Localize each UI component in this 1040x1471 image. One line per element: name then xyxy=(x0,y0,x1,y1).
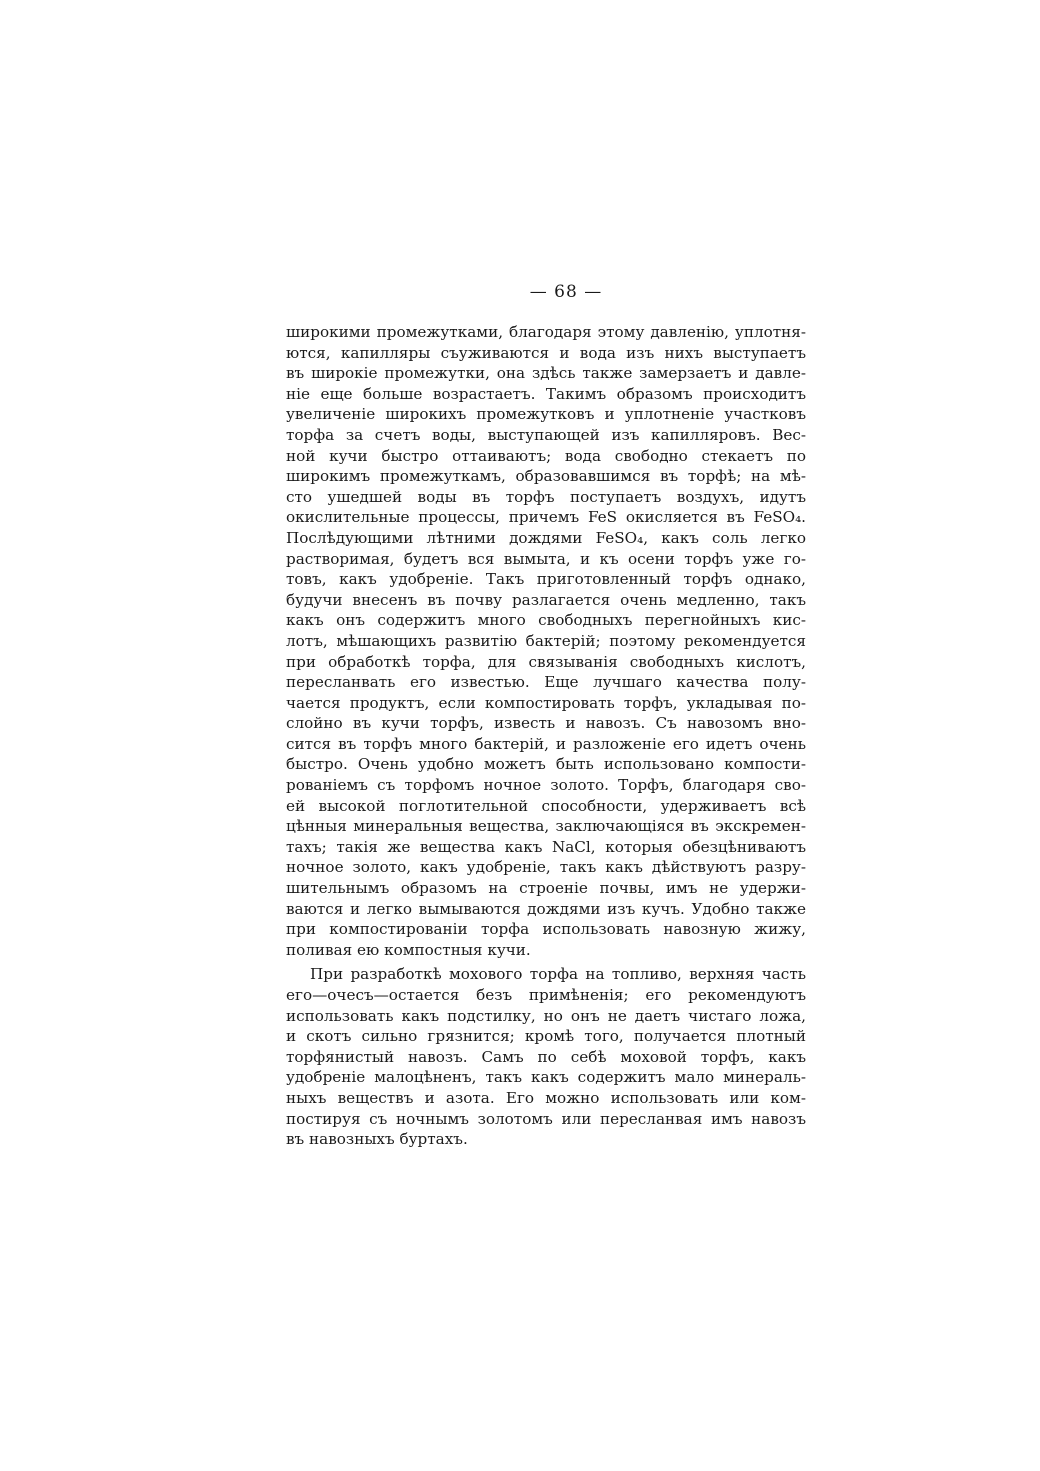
text-line: чается продуктъ, если компостировать торфъ, укладывая по- xyxy=(286,693,806,712)
text-line: въ широкіе промежутки, она здѣсь также замерзаетъ и давле- xyxy=(286,364,806,383)
text-line: использовать какъ подстилку, но онъ не даетъ чистаго ложа, xyxy=(286,1006,806,1025)
text-line: тахъ; такія же вещества какъ NaCl, которыя обезцѣниваютъ xyxy=(286,837,806,856)
text-line: быстро. Очень удобно можетъ быть использовано компости- xyxy=(286,755,806,774)
text-line: какъ онъ содержитъ много свободныхъ перегнойныхъ кис- xyxy=(286,611,806,630)
text-line: торфа за счетъ воды, выступающей изъ капилляровъ. Вес- xyxy=(286,425,806,444)
text-line: будучи внесенъ въ почву разлагается очень медленно, такъ xyxy=(286,590,806,609)
paragraph-1 xyxy=(286,322,806,960)
text-line: при компостированіи торфа использовать навозную жижу, xyxy=(286,920,806,939)
text-line: При разработкѣ мохового торфа на топливо, верхняя часть xyxy=(310,965,806,984)
text-line: ются, капилляры съуживаются и вода изъ нихъ выступаетъ xyxy=(286,343,806,362)
text-line: широкимъ промежуткамъ, образовавшимся въ торфѣ; на мѣ- xyxy=(286,467,806,486)
text-line: торфянистый навозъ. Самъ по себѣ моховой торфъ, какъ xyxy=(286,1047,806,1066)
text-line: окислительные процессы, причемъ FeS окисляется въ FeSO₄. xyxy=(286,508,806,527)
text-line: постируя съ ночнымъ золотомъ или пересланвая имъ навозъ xyxy=(286,1109,806,1128)
paragraph-2 xyxy=(286,964,806,1149)
text-line: шительнымъ образомъ на строеніе почвы, имъ не удержи- xyxy=(286,879,806,898)
text-line: рованіемъ съ торфомъ ночное золото. Торфъ, благодаря сво- xyxy=(286,776,806,795)
text-line: сится въ торфъ много бактерій, и разложеніе его идетъ очень xyxy=(286,734,806,753)
text-line: удобреніе малоцѣненъ, такъ какъ содержитъ мало минераль- xyxy=(286,1068,806,1087)
text-line: лотъ, мѣшающихъ развитію бактерій; поэтому рекомендуется xyxy=(286,631,806,650)
text-line: ныхъ веществъ и азота. Его можно использовать или ком- xyxy=(286,1088,806,1107)
text-line: при обработкѣ торфа, для связыванія свободныхъ кислотъ, xyxy=(286,652,806,671)
text-line: ваются и легко вымываются дождями изъ кучъ. Удобно также xyxy=(286,899,806,918)
text-line: ей высокой поглотительной способности, удерживаетъ всѣ xyxy=(286,796,806,815)
text-line: широкими промежутками, благодаря этому давленію, уплотня- xyxy=(286,323,806,341)
text-line: ніе еще больше возрастаетъ. Такимъ образомъ происходитъ xyxy=(286,384,806,403)
text-line: сто ушедшей воды въ торфъ поступаетъ воздухъ, идутъ xyxy=(286,487,806,506)
text-line: растворимая, будетъ вся вымыта, и къ осени торфъ уже го- xyxy=(286,549,806,568)
text-line: пересланвать его известью. Еще лучшаго качества полу- xyxy=(286,673,806,692)
text-line: ной кучи быстро оттаиваютъ; вода свободно стекаетъ по xyxy=(286,446,806,465)
text-line: въ навозныхъ буртахъ. xyxy=(286,1130,468,1149)
text-line: цѣнныя минеральныя вещества, заключающіяся въ экскремен- xyxy=(286,817,806,836)
text-line: Послѣдующими лѣтними дождями FeSO₄, какъ соль легко xyxy=(286,528,806,547)
text-line: поливая ею компостныя кучи. xyxy=(286,940,531,959)
text-line: слойно въ кучи торфъ, известь и навозъ. Съ навозомъ вно- xyxy=(286,714,806,733)
text-line: его—очесъ—остается безъ примѣненія; его рекомендуютъ xyxy=(286,986,806,1004)
text-line: ночное золото, какъ удобреніе, такъ какъ дѣйствуютъ разру- xyxy=(286,858,806,877)
text-line: товъ, какъ удобреніе. Такъ приготовленный торфъ однако, xyxy=(286,570,806,589)
page-number: — 68 — xyxy=(529,282,603,302)
text-line: увеличеніе широкихъ промежутковъ и уплотненіе участковъ xyxy=(286,405,806,424)
page-body xyxy=(286,282,806,1150)
text-line: и скотъ сильно грязнится; кромѣ того, получается плотный xyxy=(286,1027,806,1046)
